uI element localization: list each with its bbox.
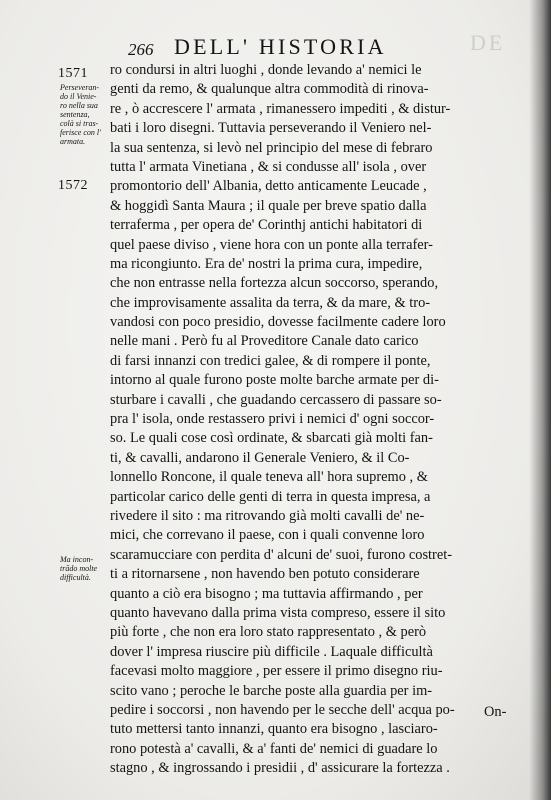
text-line: tuto mettersi tanto innanzi, quanto era bisogno , lasciaro- (110, 721, 438, 738)
text-line: terraferma , per opera de' Corinthj antichi habitatori di (110, 217, 423, 234)
marginal-note-line: colà si tras- (60, 119, 99, 128)
text-line: nelle mani . Però fu al Proveditore Canale dato carico (110, 333, 419, 350)
running-title: DELL' HISTORIA (174, 34, 387, 59)
bleed-through-text: DE (470, 30, 506, 55)
text-line: rono potestà a' cavalli, & a' fanti de' nemici di guadare lo (110, 740, 438, 757)
text-line: pra l' isola, onde restassero privi i nemici d' ogni soccor- (110, 411, 435, 428)
text-line: che improvisamente assalita da terra, & da mare, & tro- (110, 294, 431, 311)
marginal-year-1571: 1571 (58, 66, 88, 81)
marginal-note-line: sentenza, (60, 110, 90, 119)
text-line: so. Le quali cose così ordinate, & sbarcati già molti fan- (110, 430, 433, 447)
gutter-shadow (529, 0, 551, 800)
marginal-note-line: Perseveran- (60, 83, 100, 92)
text-line: dover l' impresa riuscire più difficile . Laquale difficultà (110, 643, 433, 660)
body-text (110, 61, 520, 778)
text-line: ma ricongiunto. Era de' nostri la prima cura, impedire, (110, 255, 423, 272)
text-line: sturbare i cavalli , che guadando cercassero di passare so- (110, 391, 442, 408)
text-line: che non entrasse nella fortezza alcun soccorso, sperando, (110, 275, 439, 292)
text-line: mici, che correvano il paese, con i quali convenne loro (110, 527, 425, 544)
marginal-note-line: do il Venie- (60, 92, 97, 101)
text-line: re , ò accrescere l' armata , rimanessero impediti , & distur- (110, 100, 451, 117)
text-line: genti da remo, & qualunque altra commodità di rinova- (110, 81, 429, 98)
text-line: ti a ritornarsene , non havendo ben potuto considerare (110, 566, 420, 583)
text-line: scaramucciare con perdita d' alcuni de' suoi, furono costret- (110, 546, 453, 563)
text-line: facevasi molto maggiore , per essere il primo disegno riu- (110, 663, 443, 680)
text-line: ti, & cavalli, andarono il Generale Veniero, & il Co- (110, 449, 410, 466)
page-number: 266 (128, 40, 154, 59)
text-line: promontorio dell' Albania, detto anticamente Leucade , (110, 178, 427, 195)
marginal-note-line: Ma incon- (60, 555, 94, 564)
marginal-note-line: ferisce con l' (60, 128, 101, 137)
text-line: intorno al quale furono poste molte barche armate per di- (110, 372, 439, 389)
text-line: stagno , & ingrossando i presidii , d' assicurare la fortezza . (110, 760, 450, 777)
catchword: On- (484, 704, 507, 720)
text-line: scito vano ; peroche le barche poste alla guardia per im- (110, 682, 433, 699)
text-line: quel paese diviso , viene hora con un ponte alla terrafer- (110, 236, 433, 253)
text-line: quanto a ciò era bisogno ; ma tuttavia affirmando , per (110, 585, 423, 602)
marginal-year-1572: 1572 (58, 178, 88, 193)
text-line: tutta l' armata Vinetiana , & si condusse all' isola , over (110, 158, 427, 175)
text-line: quanto havevano dalla prima vista compreso, essere il sito (110, 604, 446, 621)
marginal-note-line: difficultà. (60, 573, 91, 582)
text-line: la sua sentenza, si levò nel principio del mese di febraro (110, 139, 433, 156)
marginal-note-perseverando (60, 83, 112, 146)
text-line: & hoggidì Santa Maura ; il quale per breve spatio dalla (110, 197, 427, 214)
marginal-note-line: armata. (60, 137, 86, 146)
page-header (128, 34, 528, 62)
text-line: vandosi con poco presidio, dovesse facilmente cadere loro (110, 314, 446, 331)
marginal-note-line: trãdo molte (60, 564, 98, 573)
text-line: ro condursi in altri luoghi , donde levando a' nemici le (110, 62, 422, 78)
marginal-note-difficulta (60, 555, 112, 582)
text-line: più forte , che non era loro stato rappresentato , & però (110, 624, 427, 641)
text-line: pedire i soccorsi , non havendo per le secche dell' acqua po- (110, 701, 455, 718)
text-line: di farsi innanzi con tredici galee, & di rompere il ponte, (110, 352, 431, 369)
text-line: rivedere il sito : ma ritrovando già molti cavalli de' ne- (110, 507, 425, 524)
text-line: particolar carico delle genti di terra in questa impresa, a (110, 488, 431, 505)
text-line: bati i loro disegni. Tuttavia perseverando il Veniero nel- (110, 120, 432, 137)
text-line: lonnello Roncone, il quale teneva all' hora supremo , & (110, 469, 428, 486)
marginal-note-line: ro nella sua (60, 101, 98, 110)
